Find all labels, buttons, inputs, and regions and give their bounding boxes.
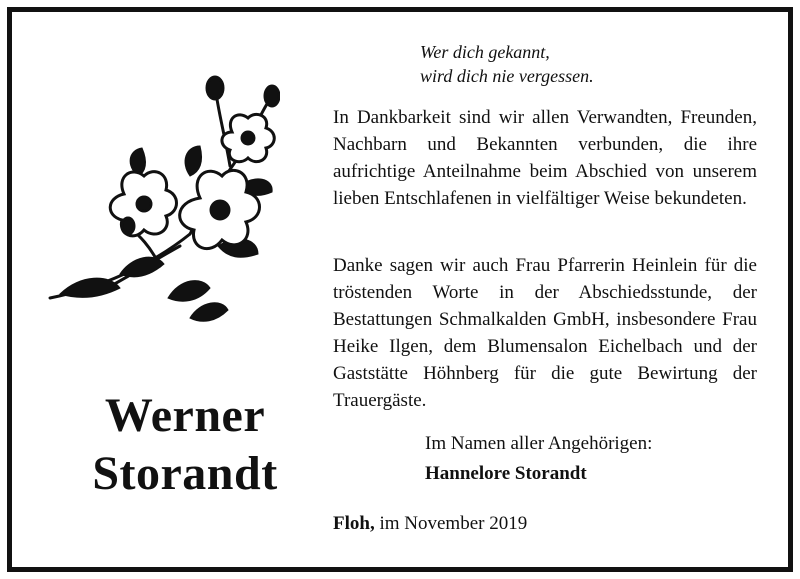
- place: Floh,: [333, 513, 375, 534]
- thanks-paragraph-1: In Dankbarkeit sind wir allen Verwandten, Freunden, Nachbarn und Bekannten verbunden, die ihre aufrichtige Anteilnahme beim Abschied von unserem lieben Entschlafenen in vielfältiger Weise bekundeten.: [333, 107, 757, 209]
- motto: [420, 40, 594, 88]
- flower-branch-icon: [40, 66, 280, 326]
- place-date: [333, 510, 527, 537]
- thanks-paragraph-2: Danke sagen wir auch Frau Pfarrerin Heinlein für die tröstenden Worte in der Abschiedsstunde, der Bestattungen Schmalkalden GmbH, insbesondere Frau Heike Ilgen, dem Blumensalon Eichelbach und der Gaststätte Höhnberg für die gute Bewirtung der Trauergäste.: [333, 255, 757, 411]
- deceased-first-name: Werner: [104, 389, 266, 442]
- deceased-last-name: Storandt: [92, 447, 278, 500]
- signature-name: Hannelore Storandt: [425, 463, 587, 484]
- date: im November 2019: [379, 513, 528, 534]
- signature-label: Im Namen aller Angehörigen:: [425, 433, 653, 454]
- motto-line-2: wird dich nie vergessen.: [420, 66, 594, 86]
- motto-line-1: Wer dich gekannt,: [420, 42, 550, 62]
